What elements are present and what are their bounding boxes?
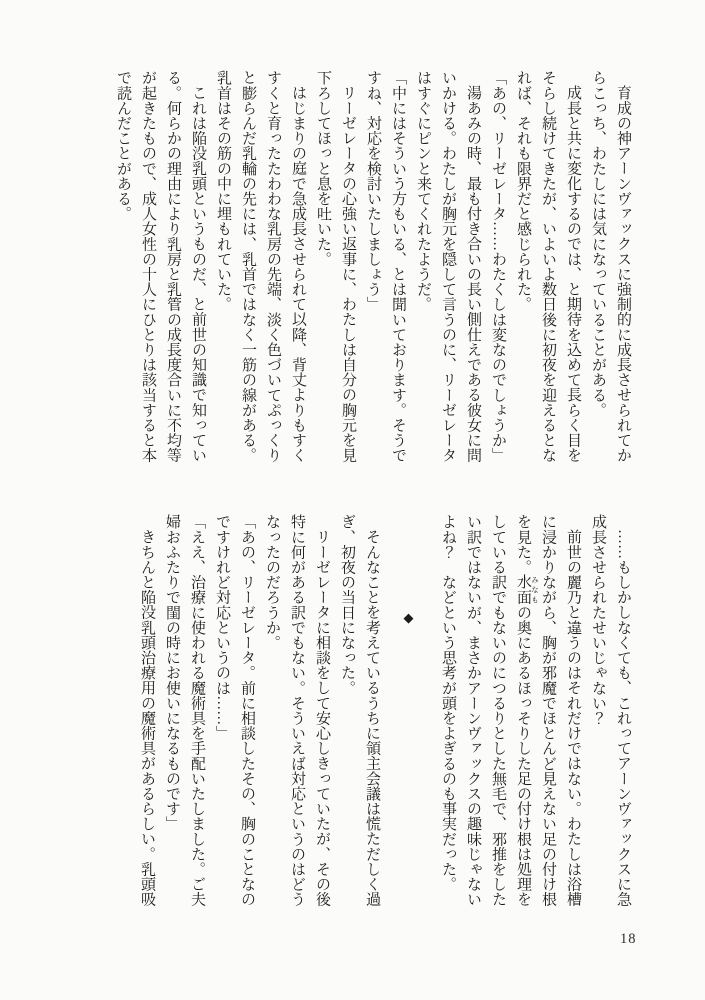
furigana-ruby: 水面 みなも	[515, 574, 540, 605]
paragraph: 育成の神アーンヴァックスに強制的に成長させられてからこっち、わたしには気になっていることがある。	[590, 70, 631, 463]
bottom-text-block	[87, 514, 635, 907]
paragraph: 「中にはそういう方もいる、とは聞いております。そうですね、対応を検討いたしましょう」	[365, 70, 406, 463]
page-number: 18	[620, 931, 637, 947]
paragraph: そんなことを考えているうちに領主会議は慌ただしく過ぎ、初夜の当日になった。	[339, 514, 380, 907]
paragraph: これは陥没乳頭というものだ、と前世の知識で知っている。何らかの理由により乳房と乳管の成長度合いに不均等が起きたもので、成人女性の十人にひとりは該当すると本で読んだことがある。	[115, 70, 206, 463]
paragraph: リーゼレータの心強い返事に、わたしは自分の胸元を見下ろしてほっと息を吐いた。	[315, 70, 356, 463]
paragraph: ……もしかしなくても、これってアーンヴァックスに急成長させられたせいじゃない？	[590, 514, 631, 907]
paragraph: 湯あみの時、最も付き合いの長い側仕えである彼女に問いかける。わたしが胸元を隠して言うのに、リーゼレータはすぐにピンと来てくれたようだ。	[415, 70, 481, 463]
paragraph: 「あの、リーゼレータ。前に相談したその、胸のことなのですけれど対応というのは……」	[214, 514, 255, 907]
paragraph: 「ええ、治療に使われる魔術具を手配いたしました。ご夫婦おふたりで閨の時にお使いになるものです」	[164, 514, 205, 907]
paragraph: きちんと陥没乳頭治療用の魔術具があるらしい。乳頭吸	[139, 529, 155, 907]
top-text-block	[87, 70, 635, 463]
paragraph: 前世の麗乃と違うのはそれだけではない。わたしは浴槽に浸かりながら、胸が邪魔でほとんど見えない足の付け根を見た。水面 みなもの奥にあるほっそりした足の付け根は処理をしている訳でもないのにつるりとした無毛で、邪推をしたい訳ではないが、まさかアーンヴァックスの趣味じゃないよね？ などという思考が頭をよぎるのも事実だった。	[440, 514, 581, 907]
paragraph: リーゼレータに相談をして安心しきっていたが、その後特に何がある訳でもない。そういえば対応というのはどうなったのだろうか。	[264, 514, 330, 907]
paragraph: 成長と共に変化するのでは、と期待を込めて長らく目をそらし続けてきたが、いよいよ数日後に初夜を迎えるとなれば、それも限界だと感じられた。	[515, 70, 581, 463]
section-separator-diamond-icon: ◆	[402, 611, 417, 627]
paragraph: 「あの、リーゼレータ……わたくしは変なのでしょうか」	[490, 70, 506, 463]
paragraph: はじまりの庭で急成長させられて以降、背丈よりもすくすくと育ったたわわな乳房の先端、淡く色づいてぷっくりと膨らんだ乳輪の先には、乳首ではなく一筋の線がある。乳首はその筋の中に埋もれていた。	[215, 70, 306, 463]
